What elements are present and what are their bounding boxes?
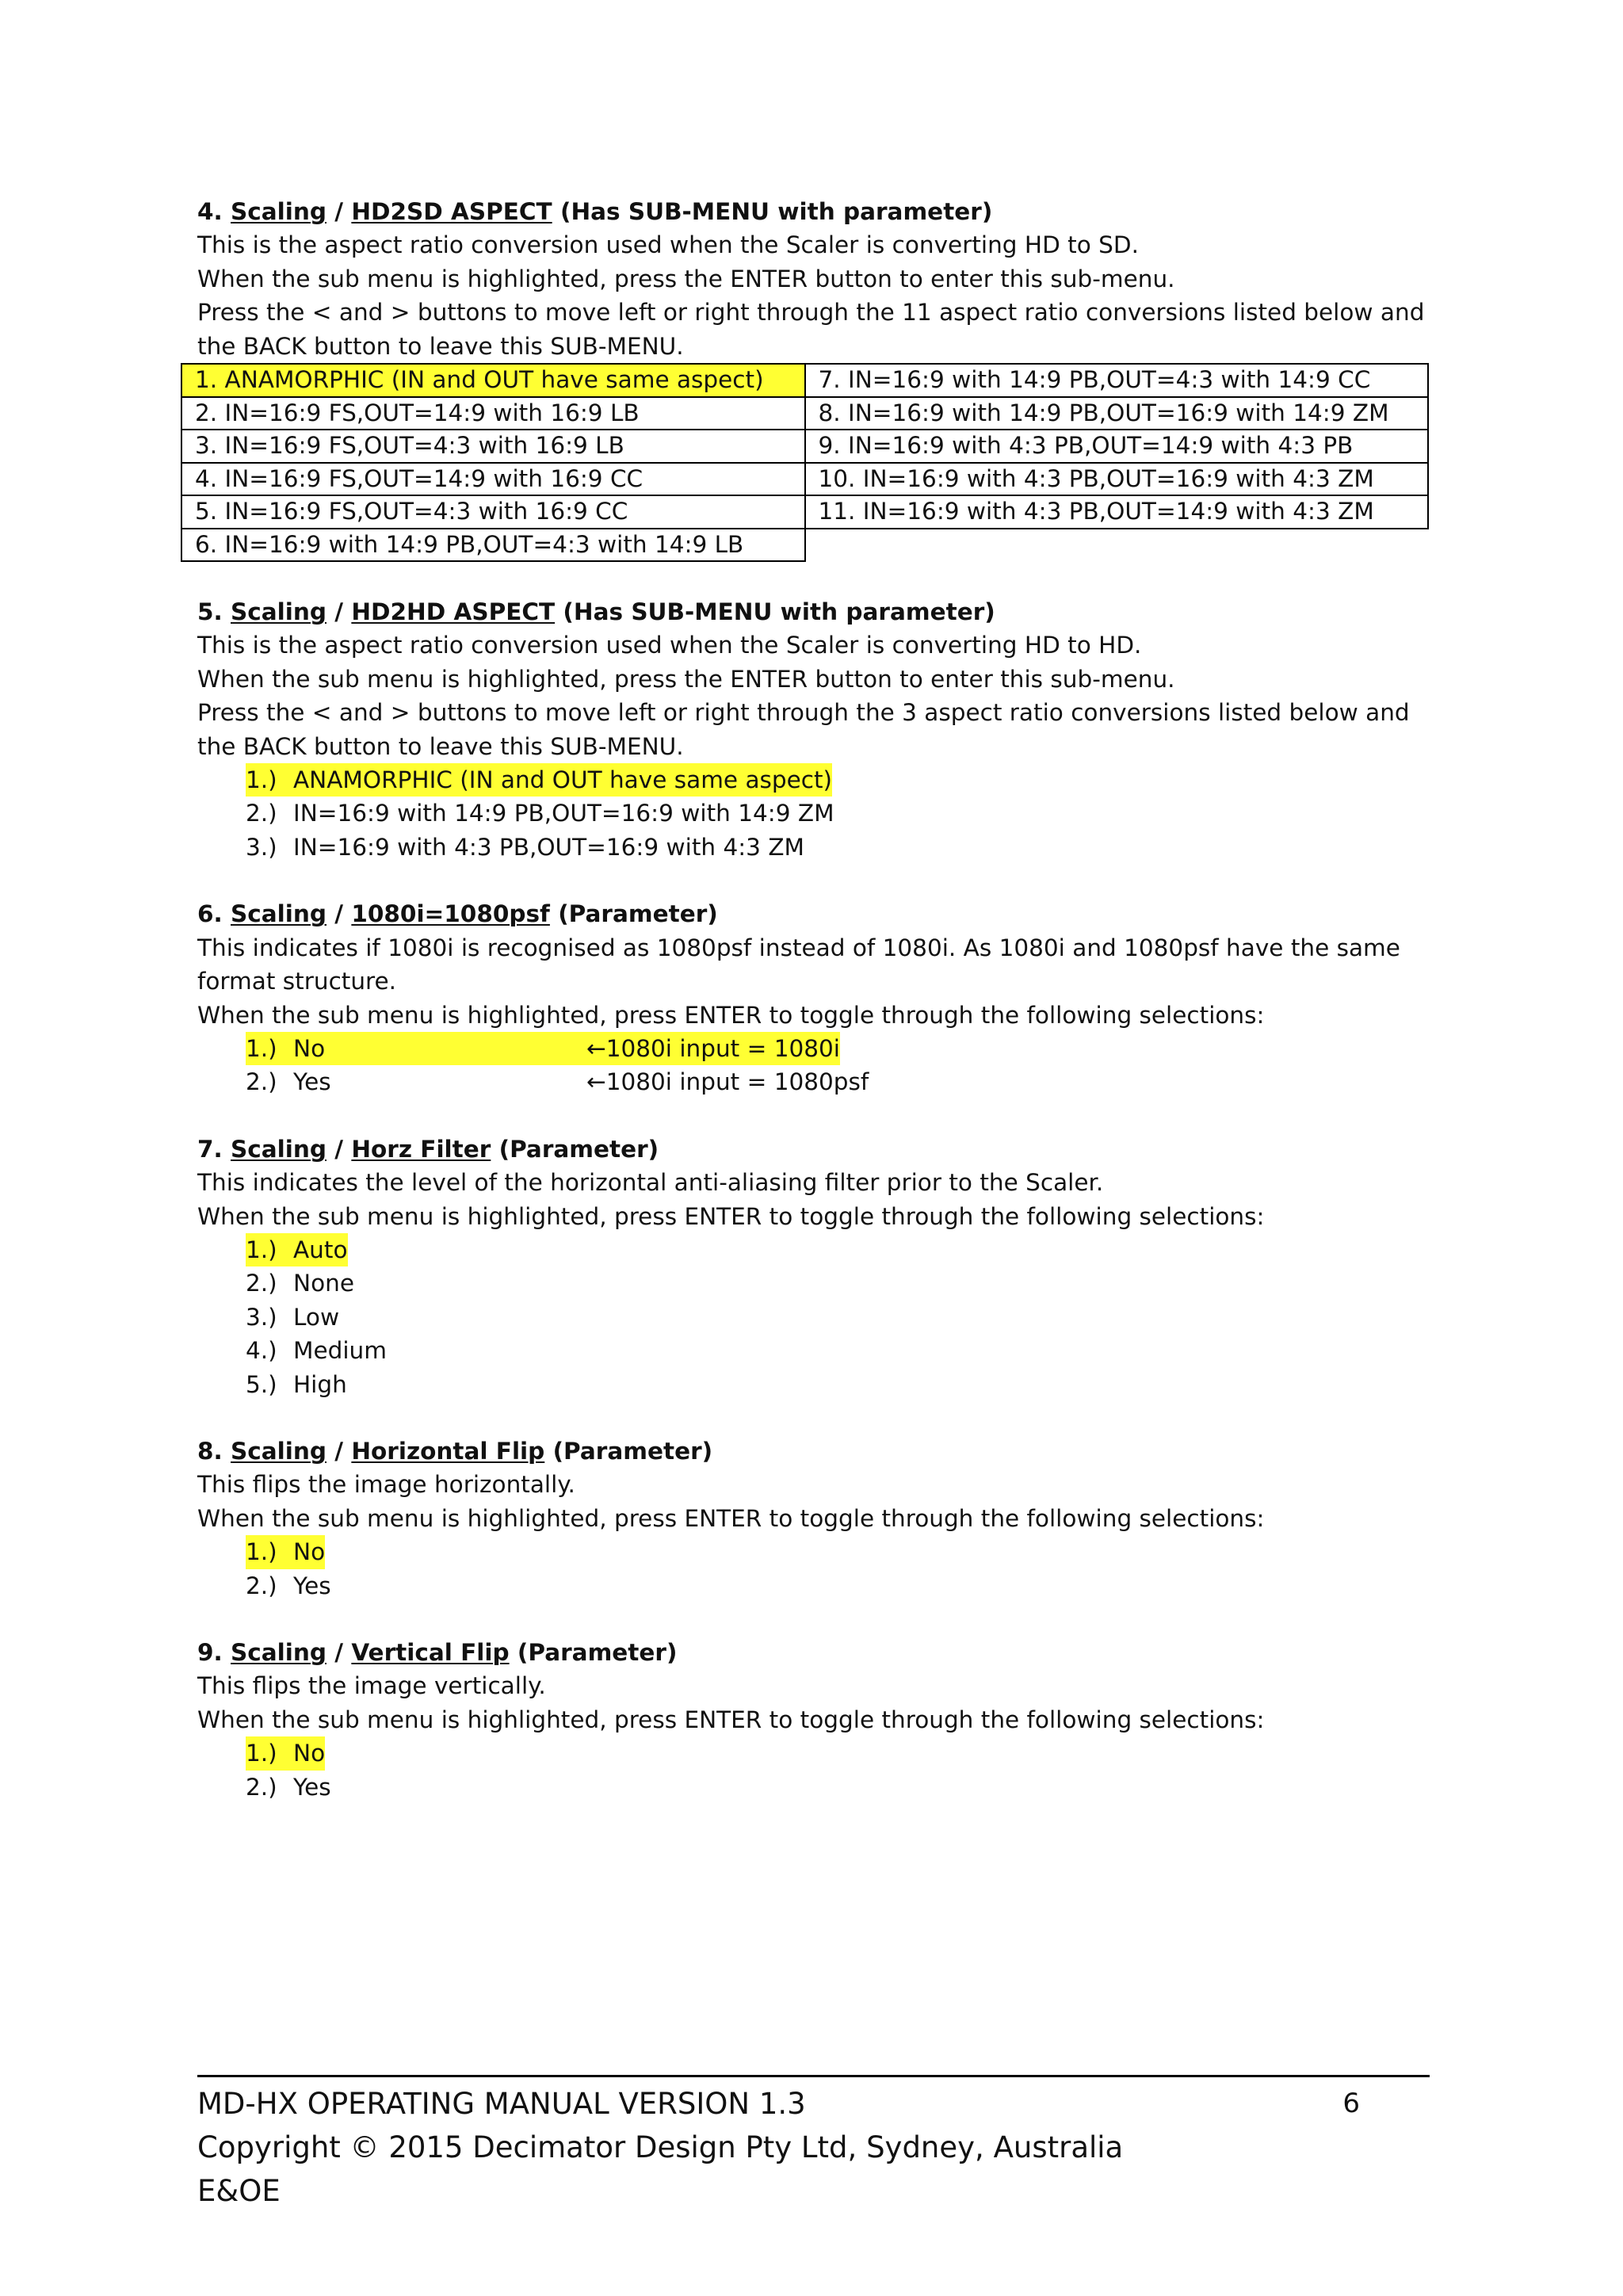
table-row bbox=[181, 364, 1428, 397]
section-heading bbox=[197, 595, 1449, 628]
item-type: (Parameter) bbox=[498, 1135, 659, 1163]
section-number: 6. bbox=[197, 900, 223, 928]
path-separator: / bbox=[334, 598, 344, 626]
option-list bbox=[197, 1233, 1449, 1401]
option-label: IN=16:9 with 4:3 PB,OUT=16:9 with 4:3 ZM bbox=[293, 833, 804, 861]
table-cell: 8. IN=16:9 with 14:9 PB,OUT=16:9 with 14:9 ZM bbox=[805, 397, 1429, 430]
menu-item-name: Vertical Flip bbox=[351, 1639, 510, 1666]
description-line: This is the aspect ratio conversion used when the Scaler is converting HD to SD. bbox=[197, 231, 1139, 259]
item-type: (Parameter) bbox=[558, 900, 718, 928]
description-line: This indicates if 1080i is recognised as 1080psf instead of 1080i. As 1080i and 1080psf have the same format structure. bbox=[197, 934, 1400, 995]
option-list bbox=[197, 1535, 1449, 1603]
page-footer bbox=[197, 2075, 1430, 2213]
table-row bbox=[181, 430, 1428, 463]
option-list bbox=[197, 763, 1449, 864]
section-horizontal-flip bbox=[197, 1435, 1449, 1603]
option-number: 3.) bbox=[246, 1303, 277, 1331]
section-heading bbox=[197, 195, 1449, 228]
table-cell: 4. IN=16:9 FS,OUT=14:9 with 16:9 CC bbox=[181, 463, 805, 496]
menu-item-name: HD2SD ASPECT bbox=[351, 198, 552, 225]
menu-category: Scaling bbox=[231, 598, 327, 626]
description-line: When the sub menu is highlighted, press ENTER to toggle through the following selections: bbox=[197, 1504, 1265, 1532]
option-label: Yes bbox=[293, 1068, 331, 1096]
section-heading bbox=[197, 1435, 1449, 1468]
description-line: This flips the image vertically. bbox=[197, 1672, 546, 1700]
option-number: 1.) bbox=[246, 766, 277, 794]
list-item bbox=[246, 1301, 1449, 1334]
list-item bbox=[246, 1334, 1449, 1367]
description-line: When the sub menu is highlighted, press ENTER to toggle through the following selections: bbox=[197, 1202, 1265, 1230]
option-label: No bbox=[293, 1034, 326, 1062]
option-number: 1.) bbox=[246, 1740, 277, 1767]
option-list bbox=[197, 1736, 1449, 1804]
option-list bbox=[197, 1032, 1449, 1099]
selected-option bbox=[246, 1736, 325, 1770]
menu-item-name: Horizontal Flip bbox=[351, 1437, 545, 1465]
option-number: 1.) bbox=[246, 1236, 277, 1263]
option-number: 1.) bbox=[246, 1034, 277, 1062]
list-item bbox=[246, 1368, 1449, 1401]
option-number: 2.) bbox=[246, 1572, 277, 1599]
selected-option bbox=[246, 1535, 325, 1568]
option-number: 2.) bbox=[246, 1270, 277, 1297]
option-number: 5.) bbox=[246, 1370, 277, 1398]
description-line: This indicates the level of the horizontal anti-aliasing filter prior to the Scaler. bbox=[197, 1169, 1104, 1197]
section-heading bbox=[197, 1133, 1449, 1166]
selected-option bbox=[246, 1233, 348, 1266]
section-1080i-1080psf bbox=[197, 897, 1449, 1098]
list-item bbox=[246, 1032, 1449, 1065]
option-number: 2.) bbox=[246, 800, 277, 827]
item-type: (Parameter) bbox=[517, 1639, 678, 1666]
aspect-conversion-table bbox=[181, 363, 1429, 562]
list-item bbox=[246, 1569, 1449, 1603]
table-row bbox=[181, 463, 1428, 496]
selected-option bbox=[246, 763, 832, 797]
section-number: 5. bbox=[197, 598, 223, 626]
item-type: (Has SUB-MENU with parameter) bbox=[563, 598, 995, 626]
option-number: 2.) bbox=[246, 1773, 277, 1801]
section-hd2sd-aspect bbox=[197, 195, 1449, 562]
copyright-line: Copyright © 2015 Decimator Design Pty Ltd, Sydney, Australia bbox=[197, 2130, 1124, 2164]
option-label: Auto bbox=[293, 1236, 348, 1263]
table-cell: 6. IN=16:9 with 14:9 PB,OUT=4:3 with 14:9 LB bbox=[181, 529, 805, 562]
menu-item-name: HD2HD ASPECT bbox=[351, 598, 556, 626]
path-separator: / bbox=[334, 1639, 344, 1666]
list-item bbox=[246, 1065, 1449, 1098]
path-separator: / bbox=[334, 198, 344, 225]
path-separator: / bbox=[334, 1437, 344, 1465]
option-number: 1.) bbox=[246, 1538, 277, 1566]
item-type: (Has SUB-MENU with parameter) bbox=[559, 198, 993, 225]
option-note: ←1080i input = 1080i bbox=[586, 1034, 840, 1062]
table-cell: 10. IN=16:9 with 4:3 PB,OUT=16:9 with 4:3 ZM bbox=[805, 463, 1429, 496]
menu-item-name: 1080i=1080psf bbox=[351, 900, 550, 928]
list-item bbox=[246, 797, 1449, 830]
description-line: When the sub menu is highlighted, press ENTER to toggle through the following selections: bbox=[197, 1706, 1265, 1733]
description-line: Press the < and > buttons to move left or right through the 3 aspect ratio conversions listed below and the BACK button to leave this SUB-MENU. bbox=[197, 699, 1410, 760]
menu-category: Scaling bbox=[231, 900, 327, 928]
list-item bbox=[246, 763, 1449, 797]
path-separator: / bbox=[334, 900, 344, 928]
description-line: When the sub menu is highlighted, press the ENTER button to enter this sub-menu. bbox=[197, 265, 1175, 292]
selected-option bbox=[246, 1032, 840, 1065]
option-label: Yes bbox=[293, 1773, 331, 1801]
option-note: ←1080i input = 1080psf bbox=[586, 1068, 869, 1096]
manual-title: MD-HX OPERATING MANUAL VERSION 1.3 bbox=[197, 2087, 806, 2121]
table-cell: 2. IN=16:9 FS,OUT=14:9 with 16:9 LB bbox=[181, 397, 805, 430]
option-number: 3.) bbox=[246, 833, 277, 861]
list-item bbox=[246, 1233, 1449, 1266]
section-number: 7. bbox=[197, 1135, 223, 1163]
list-item bbox=[246, 1736, 1449, 1770]
option-label: Yes bbox=[293, 1572, 331, 1599]
eoe-notice: E&OE bbox=[197, 2174, 281, 2208]
menu-item-name: Horz Filter bbox=[351, 1135, 491, 1163]
menu-category: Scaling bbox=[231, 1135, 327, 1163]
list-item bbox=[246, 831, 1449, 864]
menu-category: Scaling bbox=[231, 1437, 327, 1465]
option-label: No bbox=[293, 1740, 326, 1767]
table-cell-selected: 1. ANAMORPHIC (IN and OUT have same aspect) bbox=[181, 364, 805, 397]
description-line: This flips the image horizontally. bbox=[197, 1471, 575, 1499]
option-label: ANAMORPHIC (IN and OUT have same aspect) bbox=[293, 766, 833, 794]
description-line: This is the aspect ratio conversion used when the Scaler is converting HD to HD. bbox=[197, 632, 1142, 659]
path-separator: / bbox=[334, 1135, 344, 1163]
description-line: Press the < and > buttons to move left or right through the 11 aspect ratio conversions listed below and the BACK button to leave this SUB-MENU. bbox=[197, 299, 1425, 360]
list-item bbox=[246, 1535, 1449, 1568]
section-vertical-flip bbox=[197, 1636, 1449, 1804]
section-number: 4. bbox=[197, 198, 223, 225]
section-heading bbox=[197, 1636, 1449, 1669]
option-number: 2.) bbox=[246, 1068, 277, 1096]
list-item bbox=[246, 1771, 1449, 1804]
table-row bbox=[181, 495, 1428, 529]
option-label: None bbox=[293, 1270, 354, 1297]
table-row bbox=[181, 529, 1428, 562]
item-type: (Parameter) bbox=[552, 1437, 713, 1465]
table-cell: 5. IN=16:9 FS,OUT=4:3 with 16:9 CC bbox=[181, 495, 805, 529]
menu-category: Scaling bbox=[231, 198, 327, 225]
table-cell: 7. IN=16:9 with 14:9 PB,OUT=4:3 with 14:9 CC bbox=[805, 364, 1429, 397]
section-horz-filter bbox=[197, 1133, 1449, 1401]
section-hd2hd-aspect bbox=[197, 595, 1449, 864]
option-label: Medium bbox=[293, 1337, 387, 1365]
option-label: Low bbox=[293, 1303, 340, 1331]
description-line: When the sub menu is highlighted, press ENTER to toggle through the following selections: bbox=[197, 1001, 1265, 1029]
table-cell: 3. IN=16:9 FS,OUT=4:3 with 16:9 LB bbox=[181, 430, 805, 463]
section-number: 8. bbox=[197, 1437, 223, 1465]
table-cell: 9. IN=16:9 with 4:3 PB,OUT=14:9 with 4:3 PB bbox=[805, 430, 1429, 463]
section-number: 9. bbox=[197, 1639, 223, 1666]
option-label: IN=16:9 with 14:9 PB,OUT=16:9 with 14:9 ZM bbox=[293, 800, 834, 827]
section-heading bbox=[197, 897, 1449, 930]
document-body bbox=[197, 195, 1449, 1804]
list-item bbox=[246, 1266, 1449, 1300]
table-cell: 11. IN=16:9 with 4:3 PB,OUT=14:9 with 4:3 ZM bbox=[805, 495, 1429, 529]
page-number: 6 bbox=[1342, 2088, 1360, 2119]
option-label: No bbox=[293, 1538, 326, 1566]
description-line: When the sub menu is highlighted, press the ENTER button to enter this sub-menu. bbox=[197, 665, 1175, 693]
table-cell-empty bbox=[805, 529, 1429, 562]
option-number: 4.) bbox=[246, 1337, 277, 1365]
menu-category: Scaling bbox=[231, 1639, 327, 1666]
option-label: High bbox=[293, 1370, 347, 1398]
table-row bbox=[181, 397, 1428, 430]
